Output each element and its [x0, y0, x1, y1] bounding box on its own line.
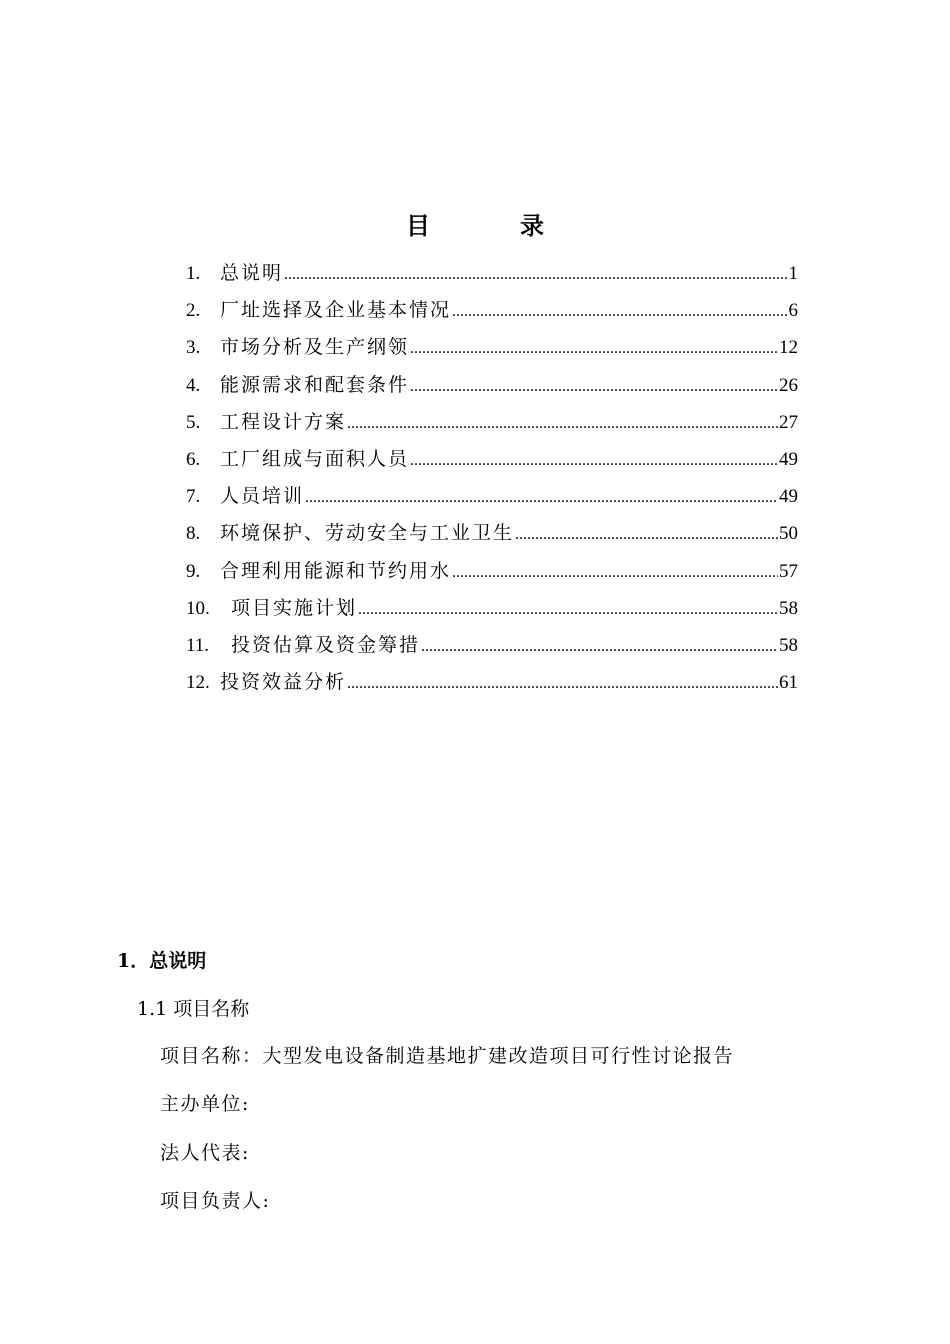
- toc-leader-dots: [410, 378, 778, 396]
- toc-leader-dots: [358, 601, 778, 619]
- toc-leader-dots: [284, 266, 787, 284]
- project-name-field: 项目名称：大型发电设备制造基地扩建改造项目可行性讨论报告: [160, 1045, 735, 1067]
- toc-entry-label: 总说明: [220, 262, 284, 284]
- toc-entry[interactable]: [186, 556, 798, 593]
- legal-representative-field: 法人代表:: [160, 1142, 250, 1164]
- toc-entry-number: 3.: [186, 337, 201, 359]
- toc-entry-number: 10.: [186, 597, 210, 619]
- toc-entry-label: 能源需求和配套条件: [220, 373, 410, 396]
- subsection-heading: 1.1 项目名称: [137, 998, 250, 1020]
- toc-entry-number: 7.: [186, 486, 201, 508]
- toc-entry-page: 49: [779, 448, 798, 470]
- toc-entry-label: 人员培训: [220, 485, 305, 508]
- project-lead-field: 项目负责人:: [160, 1190, 271, 1212]
- toc-title-right: 录: [520, 211, 544, 240]
- toc-entry-page: 26: [779, 374, 798, 396]
- toc-leader-dots: [515, 526, 778, 544]
- toc-entry-label: 工程设计方案: [220, 410, 347, 433]
- toc-title-left: 目: [406, 211, 430, 240]
- toc-leader-dots: [410, 452, 778, 470]
- toc-leader-dots: [347, 415, 778, 433]
- toc-entry-page: 58: [779, 634, 798, 656]
- toc-entry-label: 工厂组成与面积人员: [220, 447, 410, 470]
- toc-entry[interactable]: [186, 258, 798, 295]
- toc-entry-number: 11.: [186, 634, 210, 656]
- toc-entry-number: 2.: [186, 300, 201, 322]
- toc-entry-page: 1: [788, 263, 798, 284]
- toc-entry[interactable]: [186, 481, 798, 518]
- toc-entry[interactable]: [186, 444, 798, 481]
- section-heading: 1．总说明: [117, 950, 207, 972]
- toc-leader-dots: [452, 564, 778, 582]
- toc-leader-dots: [305, 489, 778, 507]
- toc-entry-page: 12: [779, 337, 798, 359]
- toc-entry-page: 61: [779, 672, 798, 694]
- toc-entry-page: 50: [779, 523, 798, 545]
- toc-leader-dots: [421, 638, 778, 656]
- toc-leader-dots: [347, 675, 778, 693]
- toc-entry-number: 6.: [186, 448, 201, 470]
- toc-entry-number: 4.: [186, 374, 201, 396]
- toc-entry-label: 投资效益分析: [220, 671, 347, 694]
- toc-entry[interactable]: [186, 518, 798, 555]
- toc-entry-number: 12.: [186, 672, 210, 694]
- toc-entry-label: 厂址选择及企业基本情况: [220, 299, 452, 322]
- toc-entry-number: 1.: [186, 263, 201, 284]
- toc-entry[interactable]: [186, 407, 798, 444]
- toc-entry-page: 6: [788, 300, 798, 322]
- toc-leader-dots: [452, 303, 787, 321]
- toc-entry-label: 市场分析及生产纲领: [220, 336, 410, 359]
- toc-entry[interactable]: [186, 630, 798, 667]
- toc-entry-page: 49: [779, 486, 798, 508]
- toc-leader-dots: [410, 340, 778, 358]
- host-unit-field: 主办单位:: [160, 1093, 250, 1115]
- toc-entry[interactable]: [186, 370, 798, 407]
- toc-entry-label: 合理利用能源和节约用水: [220, 559, 452, 582]
- toc-title: [0, 206, 950, 241]
- table-of-contents: [186, 258, 798, 704]
- toc-entry-number: 8.: [186, 523, 201, 545]
- toc-entry[interactable]: [186, 332, 798, 369]
- toc-entry-label: 项目实施计划: [231, 596, 358, 619]
- toc-entry-page: 27: [779, 411, 798, 433]
- toc-entry[interactable]: [186, 295, 798, 332]
- toc-entry-label: 投资估算及资金筹措: [231, 633, 421, 656]
- toc-entry-number: 5.: [186, 411, 201, 433]
- toc-entry[interactable]: [186, 667, 798, 704]
- toc-entry-page: 58: [779, 597, 798, 619]
- toc-entry-label: 环境保护、劳动安全与工业卫生: [220, 522, 515, 545]
- toc-entry-page: 57: [779, 560, 798, 582]
- toc-entry-number: 9.: [186, 560, 201, 582]
- toc-entry[interactable]: [186, 593, 798, 630]
